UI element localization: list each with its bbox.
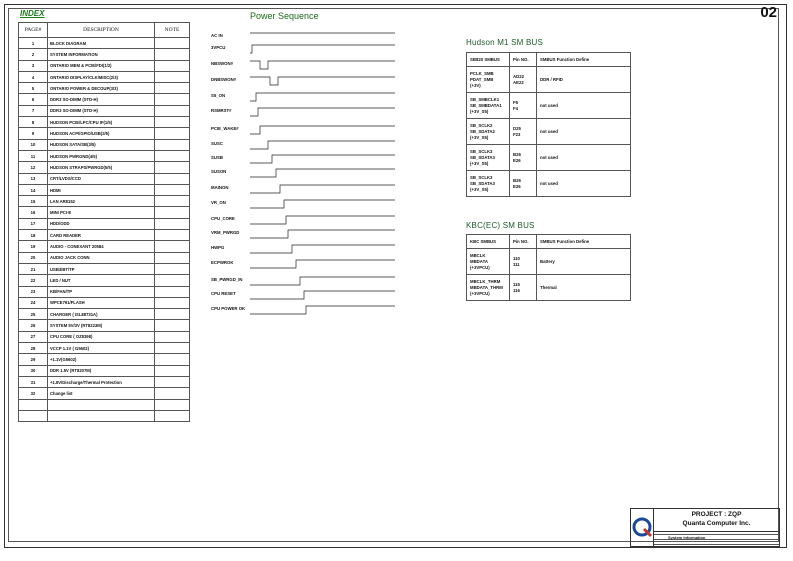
index-page-number: 4 [19, 71, 48, 82]
hudson-smbus-bus: SB_SCLK3 SB_SDATA3 (+3V_S5) [467, 145, 510, 171]
index-page-number: 6 [19, 94, 48, 105]
signal-label: PCIE_WAKE# [211, 126, 239, 131]
signal-label: ECPWROK [211, 260, 234, 265]
index-description: LED / NUT [48, 275, 155, 286]
index-description: HUDSON ACPI/GPIO/USB(2/5) [48, 128, 155, 139]
page-number: 02 [760, 4, 777, 21]
index-page-number: 23 [19, 286, 48, 297]
hudson-smbus-func: not used [537, 171, 631, 197]
kbc-smbus-pin: 110 111 [510, 249, 537, 275]
signal-waveform [250, 155, 395, 163]
index-description: HDD/ODD [48, 218, 155, 229]
hudson-smbus-bus: SB_SCLK3 SB_SDATA3 (+3V_S5) [467, 171, 510, 197]
index-page-number: 25 [19, 309, 48, 320]
index-page-number: 1 [19, 38, 48, 49]
index-header-page: PAGE# [19, 23, 48, 38]
signal-label: NBSWON# [211, 61, 233, 66]
signal-label: SUSB [211, 155, 223, 160]
signal-label: SB_PWRGD_IN [211, 277, 243, 282]
kbc-smbus-table [466, 234, 631, 301]
hudson-smbus-func: not used [537, 119, 631, 145]
index-description: HUDSON STRAPS/PWRGD(5/5) [48, 162, 155, 173]
signal-waveform [250, 108, 395, 116]
index-description: AUDIO - CONEXANT 20584 [48, 241, 155, 252]
index-description: HUDSON SATA/SB(3/5) [48, 139, 155, 150]
index-description: CHARGER ( ISL88731A) [48, 309, 155, 320]
index-description: USB3/BT/TP [48, 263, 155, 274]
kbc-smbus-title: KBC(EC) SM BUS [466, 221, 535, 230]
index-page-number: 28 [19, 343, 48, 354]
index-description: HUDSON PCIE/LPC/CPU IF(1/5) [48, 117, 155, 128]
index-description: BLOCK DIAGRAM [48, 38, 155, 49]
index-page-number: 24 [19, 297, 48, 308]
hudson-smbus-row [467, 171, 631, 197]
quanta-logo-icon [631, 509, 654, 546]
signal-label: RSMRST# [211, 108, 232, 113]
index-description: DDR3 SO-DIMM (STD-H) [48, 94, 155, 105]
index-header-description: DESCRIPTION [48, 23, 155, 38]
signal-waveform [250, 185, 395, 193]
signal-waveform [250, 169, 395, 177]
index-description: CARD READER [48, 230, 155, 241]
index-description: MINI PCI-E [48, 207, 155, 218]
kbc-smbus-row [467, 249, 631, 275]
hudson-smbus-row [467, 145, 631, 171]
index-description: SYSTEM 5V/3V (RT8223M) [48, 320, 155, 331]
kbc-smbus-pin: 115 116 [510, 275, 537, 301]
index-header-note: NOTE [155, 23, 190, 38]
index-description: AUDIO JACK CONN [48, 252, 155, 263]
signal-label: VR_ON [211, 200, 226, 205]
signal-waveform [250, 45, 395, 53]
index-page-number: 16 [19, 207, 48, 218]
hudson-smbus-pin: B26 E26 [510, 145, 537, 171]
hudson-smbus-bus: PCLK_SMB PDAT_SMB (+3V) [467, 67, 510, 93]
signal-label: DNBSWON# [211, 77, 237, 82]
index-description: LAN AR8152 [48, 196, 155, 207]
kbc-smbus-func: Thermal [537, 275, 631, 301]
signal-label: SUSON [211, 169, 227, 174]
hudson-header-pin: Pin NO. [510, 53, 537, 67]
index-page-number: 17 [19, 218, 48, 229]
project-name: PROJECT : ZQP [691, 511, 742, 518]
index-description: SYSTEM INFORMATION [48, 49, 155, 60]
title-block [630, 508, 780, 547]
index-page-number: 26 [19, 320, 48, 331]
index-page-number: 3 [19, 60, 48, 71]
index-page-number: 31 [19, 376, 48, 387]
signal-waveform [250, 260, 395, 268]
index-page-number: 32 [19, 388, 48, 399]
hudson-smbus-table [466, 52, 631, 197]
index-description: KB/FAN/TP [48, 286, 155, 297]
index-page-number: 29 [19, 354, 48, 365]
signal-label: CPU POWER OK [211, 306, 246, 311]
hudson-smbus-pin: AD22 AE22 [510, 67, 537, 93]
hudson-smbus-row [467, 93, 631, 119]
signal-label: S5_ON [211, 93, 226, 98]
index-page-number: 30 [19, 365, 48, 376]
index-description: VCCP 1.1V ( G5602) [48, 343, 155, 354]
kbc-header-pin: Pin NO. [510, 235, 537, 249]
hudson-smbus-func: DDR / RFID [537, 67, 631, 93]
index-description: ONTARIO MEM & PCIE/FDI(1/2) [48, 60, 155, 71]
index-page-number: 15 [19, 196, 48, 207]
index-page-number: 21 [19, 263, 48, 274]
signal-label: 3VPCU [211, 45, 226, 50]
signal-waveform [250, 77, 395, 85]
index-description: DDR3 SO-DIMM (STD-H) [48, 105, 155, 116]
signal-waveform [250, 126, 395, 134]
index-page-number: 19 [19, 241, 48, 252]
sheet-title: System Information [654, 535, 779, 540]
title-block-info [654, 530, 779, 546]
signal-waveform [250, 230, 395, 238]
kbc-header-bus: KBC SMBUS [467, 235, 510, 249]
signal-waveform [250, 245, 395, 253]
index-page-number: 12 [19, 162, 48, 173]
kbc-smbus-row [467, 275, 631, 301]
index-page-number: 13 [19, 173, 48, 184]
hudson-smbus-row [467, 119, 631, 145]
index-page-number: 27 [19, 331, 48, 342]
index-page-number: 18 [19, 230, 48, 241]
index-title: INDEX [20, 9, 45, 18]
hudson-smbus-func: not used [537, 145, 631, 171]
signal-label: SUSC [211, 141, 223, 146]
hudson-header-function: SMBUS Function Define [537, 53, 631, 67]
signal-label: MAINON [211, 185, 229, 190]
hudson-smbus-bus: SB_SMBCLK1 SB_SMBDATA1 (+3V_S5) [467, 93, 510, 119]
index-page-number: 10 [19, 139, 48, 150]
title-block-project [654, 509, 779, 532]
signal-waveform [250, 277, 395, 285]
index-page-number: 14 [19, 184, 48, 195]
index-description: Change list [48, 388, 155, 399]
hudson-smbus-func: not used [537, 93, 631, 119]
signal-waveform [250, 93, 395, 101]
index-page-number: 11 [19, 150, 48, 161]
signal-waveform [250, 141, 395, 149]
index-page-number: 7 [19, 105, 48, 116]
signal-label: HWPG [211, 245, 225, 250]
signal-waveform [250, 216, 395, 224]
index-page-number: 22 [19, 275, 48, 286]
index-description: HUDSON PWRGND(4/5) [48, 150, 155, 161]
index-description: HDMI [48, 184, 155, 195]
signal-label: AC IN [211, 33, 223, 38]
index-description: ONTARIO DISPLAY/CLK/MISC(2/3) [48, 71, 155, 82]
hudson-smbus-title: Hudson M1 SM BUS [466, 38, 544, 47]
hudson-smbus-bus: SB_SCLK2 SB_SDATA2 (+3V_S5) [467, 119, 510, 145]
hudson-smbus-pin: F5 F4 [510, 93, 537, 119]
signal-waveform [250, 200, 395, 208]
hudson-smbus-row [467, 67, 631, 93]
index-page-number: 20 [19, 252, 48, 263]
index-description: ONTARIO POWER & DECOUP(3/3) [48, 83, 155, 94]
kbc-smbus-bus: MBCLK MBDATA (+3VPCU) [467, 249, 510, 275]
index-page-number: 5 [19, 83, 48, 94]
index-description: +1.1V(G5602) [48, 354, 155, 365]
kbc-smbus-bus: MBCLK_THRM MBDATA_THRM (+3VPCU) [467, 275, 510, 301]
signal-label: CPU RESET [211, 291, 236, 296]
index-description: +1.8V/Discharge/Thermal Protection [48, 376, 155, 387]
index-description: WPCE791/FLASH [48, 297, 155, 308]
index-description: DDR 1.5V (RT8207M) [48, 365, 155, 376]
hudson-header-bus: SB820 SMBUS [467, 53, 510, 67]
signal-waveform [250, 61, 395, 69]
index-description: CPU CORE ( OZ8398) [48, 331, 155, 342]
kbc-smbus-func: Battery [537, 249, 631, 275]
index-page-number: 9 [19, 128, 48, 139]
hudson-smbus-pin: B26 E26 [510, 171, 537, 197]
hudson-smbus-pin: D25 F23 [510, 119, 537, 145]
index-description: CRT/LVDS/CCD [48, 173, 155, 184]
signal-label: CPU_CORE [211, 216, 235, 221]
company-name: Quanta Computer Inc. [682, 519, 751, 527]
index-page-number: 2 [19, 49, 48, 60]
power-sequence-title: Power Sequence [250, 11, 319, 21]
index-page-number: 8 [19, 117, 48, 128]
signal-waveform [250, 291, 395, 299]
signal-waveform [250, 306, 395, 314]
signal-label: VRM_PWRGD [211, 230, 240, 235]
kbc-header-function: SMBUS Function Define [537, 235, 631, 249]
